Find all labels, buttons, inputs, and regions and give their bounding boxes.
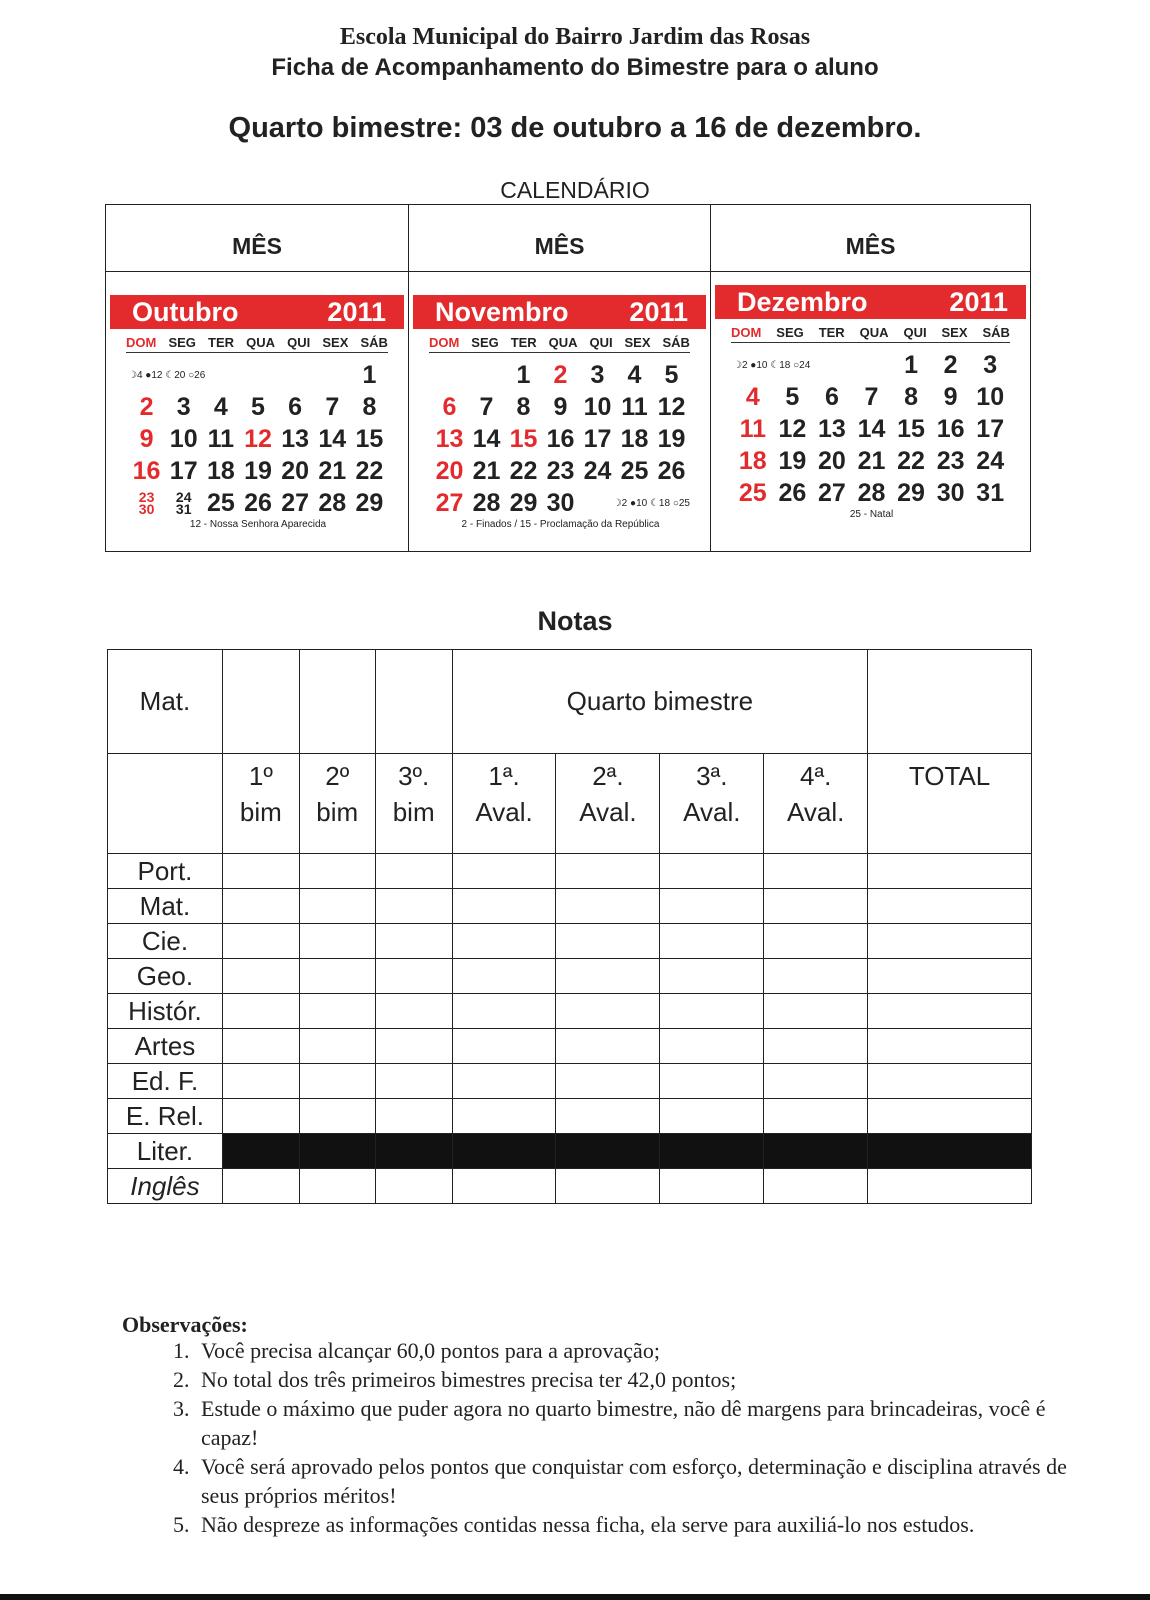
grade-cell[interactable] xyxy=(660,924,764,959)
calendar-day: 12 xyxy=(778,414,807,443)
column-header-line1: 3º. xyxy=(398,761,430,791)
grade-cell[interactable] xyxy=(375,650,452,754)
grade-cell[interactable] xyxy=(299,1029,375,1064)
calendar-day: 16 xyxy=(546,424,575,453)
grade-cell[interactable] xyxy=(660,1029,764,1064)
column-header-line1: 3ª. xyxy=(696,761,728,791)
observation-item: 1. Você precisa alcançar 60,0 pontos para a aprovação; xyxy=(195,1336,1075,1365)
observation-item: 5. Não despreze as informações contidas nessa ficha, ela serve para auxiliá-lo nos estudos. xyxy=(195,1510,1075,1539)
grade-cell[interactable] xyxy=(222,650,299,754)
grade-cell[interactable] xyxy=(222,1029,299,1064)
grade-cell[interactable] xyxy=(452,924,556,959)
grade-cell[interactable] xyxy=(868,959,1032,994)
weekday-header xyxy=(126,335,388,353)
blocked-cell xyxy=(375,1134,452,1169)
grade-cell[interactable] xyxy=(764,1099,868,1134)
calendar-day: 12 xyxy=(657,392,686,421)
calendar-day: 29 xyxy=(509,488,538,517)
grade-cell[interactable] xyxy=(375,889,452,924)
calendar-day-split: 24 31 xyxy=(175,489,192,517)
month-banner xyxy=(413,295,706,329)
calendar-day: 31 xyxy=(976,478,1005,507)
subject-label: E. Rel. xyxy=(108,1099,223,1134)
grade-cell[interactable] xyxy=(375,1029,452,1064)
calendar-day: 24 xyxy=(976,446,1005,475)
column-header-line2: Aval. xyxy=(683,797,741,827)
calendar-day: 14 xyxy=(857,414,886,443)
grade-cell[interactable] xyxy=(299,959,375,994)
grade-cell[interactable] xyxy=(764,959,868,994)
calendar-day: 18 xyxy=(620,424,649,453)
weekday-label: SEG xyxy=(776,325,804,340)
weekday-label: SÁB xyxy=(982,325,1010,340)
column-header-line2: bim xyxy=(316,797,359,827)
calendar-day: 6 xyxy=(824,382,839,411)
calendar-day: 20 xyxy=(818,446,846,475)
moon-phases: ☽2 ●10 ☾18 ○24 xyxy=(733,359,811,371)
column-header xyxy=(375,754,452,854)
grade-cell[interactable] xyxy=(764,1029,868,1064)
subject-label: Cie. xyxy=(108,924,223,959)
calendar-day: 3 xyxy=(590,360,605,389)
calendar-day: 15 xyxy=(509,424,538,453)
month-label: MÊS xyxy=(232,233,282,259)
moon-phases: ☽4 ●12 ☾20 ○26 xyxy=(128,369,206,381)
calendar-title: CALENDÁRIO xyxy=(500,177,650,203)
notas-title: Notas xyxy=(537,606,613,636)
calendar-day: 10 xyxy=(583,392,612,421)
calendar-day: 7 xyxy=(325,392,340,421)
column-header xyxy=(299,754,375,854)
calendar-day: 15 xyxy=(355,424,384,453)
grade-cell[interactable] xyxy=(299,1099,375,1134)
calendar-day: 5 xyxy=(251,392,265,421)
blocked-cell xyxy=(868,1134,1032,1169)
grade-cell[interactable] xyxy=(452,994,556,1029)
observation-item: 3. Estude o máximo que puder agora no quarto bimestre, não dê margens para brincadeiras, você é capaz! xyxy=(195,1394,1075,1452)
grade-cell[interactable] xyxy=(452,1029,556,1064)
calendar-day: 27 xyxy=(435,488,464,517)
grade-cell[interactable] xyxy=(764,1169,868,1204)
column-header-line2: Aval. xyxy=(579,797,637,827)
total-label: TOTAL xyxy=(908,761,991,791)
blocked-cell xyxy=(299,1134,375,1169)
calendar-day: 28 xyxy=(857,478,886,507)
calendar-day: 20 xyxy=(435,456,464,485)
weekday-header xyxy=(429,335,690,353)
calendar-day: 28 xyxy=(472,488,501,517)
weekday-label: SEX xyxy=(624,335,651,350)
calendar-day: 4 xyxy=(627,360,642,389)
grade-cell[interactable] xyxy=(556,1064,660,1099)
weekday-label: SEX xyxy=(322,335,349,350)
subject-label: Artes xyxy=(108,1029,223,1064)
grade-cell[interactable] xyxy=(452,1169,556,1204)
calendar-day: 1 xyxy=(904,350,919,379)
calendar-day: 8 xyxy=(362,392,377,421)
calendar-day: 20 xyxy=(281,456,310,485)
grade-cell[interactable] xyxy=(375,854,452,889)
calendar-day: 1 xyxy=(362,360,377,389)
grade-cell[interactable] xyxy=(375,1099,452,1134)
calendar-day: 6 xyxy=(442,392,457,421)
calendar-day: 19 xyxy=(657,424,686,453)
calendar-day: 24 xyxy=(583,456,612,485)
grade-cell[interactable] xyxy=(556,924,660,959)
grade-cell[interactable] xyxy=(299,854,375,889)
grade-cell[interactable] xyxy=(299,994,375,1029)
grade-cell[interactable] xyxy=(868,889,1032,924)
calendar-day: 13 xyxy=(435,424,464,453)
calendar-day: 18 xyxy=(738,446,767,475)
calendar-day: 2 xyxy=(553,360,568,389)
calendar-day: 25 xyxy=(206,488,235,517)
quarter-header: Quarto bimestre xyxy=(566,686,754,716)
grade-cell[interactable] xyxy=(375,924,452,959)
grade-cell[interactable] xyxy=(868,650,1032,754)
calendar-day: 22 xyxy=(509,456,538,485)
subject-label: Liter. xyxy=(108,1134,223,1169)
grade-cell[interactable] xyxy=(299,924,375,959)
grade-cell[interactable] xyxy=(222,854,299,889)
calendar-day: 6 xyxy=(288,392,303,421)
grade-cell[interactable] xyxy=(556,1169,660,1204)
grade-cell[interactable] xyxy=(222,1064,299,1099)
grade-cell[interactable] xyxy=(299,650,375,754)
grade-cell[interactable] xyxy=(764,924,868,959)
calendar-day: 21 xyxy=(857,446,886,475)
grade-cell[interactable] xyxy=(452,959,556,994)
mat-header: Mat. xyxy=(139,686,191,716)
grade-cell[interactable] xyxy=(222,1169,299,1204)
calendar-day: 8 xyxy=(516,392,531,421)
calendar-day: 9 xyxy=(553,392,568,421)
column-header-line1: 1º xyxy=(248,761,273,791)
subject-label: Geo. xyxy=(108,959,223,994)
blocked-cell xyxy=(556,1134,660,1169)
weekday-label: SEG xyxy=(471,335,499,350)
calendar-day: 25 xyxy=(738,478,767,507)
subject-label: Histór. xyxy=(108,994,223,1029)
weekday-label: SÁB xyxy=(360,335,388,350)
grade-cell[interactable] xyxy=(660,1099,764,1134)
grade-cell[interactable] xyxy=(452,854,556,889)
column-header-line1: 4ª. xyxy=(800,761,832,791)
weekday-label: QUA xyxy=(246,335,276,350)
calendar-day: 2 xyxy=(943,350,958,379)
grade-cell[interactable] xyxy=(868,994,1032,1029)
grade-cell[interactable] xyxy=(222,889,299,924)
weekday-label: DOM xyxy=(429,335,460,350)
grade-cell[interactable] xyxy=(556,854,660,889)
weekday-label: SEG xyxy=(168,335,196,350)
weekday-label: TER xyxy=(510,335,537,350)
month-banner xyxy=(715,285,1026,319)
calendar-day: 21 xyxy=(472,456,501,485)
grade-cell[interactable] xyxy=(660,889,764,924)
observation-item: 4. Você será aprovado pelos pontos que conquistar com esforço, determinação e disciplina através de seus próprios méritos! xyxy=(195,1452,1075,1510)
period-heading: Quarto bimestre: 03 de outubro a 16 de dezembro. xyxy=(228,112,922,144)
grade-cell[interactable] xyxy=(868,854,1032,889)
grade-cell[interactable] xyxy=(660,854,764,889)
weekday-label: TER xyxy=(818,325,845,340)
observations-list xyxy=(150,1336,1075,1539)
grade-cell[interactable] xyxy=(222,924,299,959)
calendar-day: 7 xyxy=(479,392,494,421)
grade-cell[interactable] xyxy=(299,889,375,924)
blocked-cell xyxy=(764,1134,868,1169)
month-banner xyxy=(110,295,404,329)
column-header xyxy=(764,754,868,854)
calendar-day: 14 xyxy=(472,424,501,453)
grade-cell[interactable] xyxy=(556,994,660,1029)
grade-cell[interactable] xyxy=(556,1099,660,1134)
grade-cell[interactable] xyxy=(764,1064,868,1099)
grade-cell[interactable] xyxy=(868,1099,1032,1134)
calendar-day: 16 xyxy=(936,414,965,443)
weekday-header xyxy=(731,325,1010,343)
blocked-cell xyxy=(660,1134,764,1169)
subject-label: Port. xyxy=(108,854,223,889)
grade-cell[interactable] xyxy=(299,1169,375,1204)
calendar-day: 17 xyxy=(583,424,612,453)
calendar-day: 17 xyxy=(169,456,198,485)
calendar-day: 13 xyxy=(281,424,310,453)
column-header-line1: 2º xyxy=(325,761,350,791)
calendar-day: 29 xyxy=(355,488,384,517)
column-header-line2: Aval. xyxy=(475,797,533,827)
grade-cell[interactable] xyxy=(452,1099,556,1134)
calendar-day: 23 xyxy=(936,446,965,475)
calendar-grid xyxy=(105,204,1031,552)
calendar-day: 9 xyxy=(139,424,154,453)
grade-cell[interactable] xyxy=(222,1099,299,1134)
grade-cell[interactable] xyxy=(452,889,556,924)
calendar-day: 26 xyxy=(244,488,272,517)
blank-header-cell xyxy=(108,754,223,854)
month-name: Novembro xyxy=(435,296,569,327)
grade-cell[interactable] xyxy=(764,889,868,924)
calendar-day: 30 xyxy=(936,478,965,507)
calendar-day: 10 xyxy=(169,424,198,453)
calendar-day: 16 xyxy=(132,456,161,485)
grade-cell[interactable] xyxy=(868,1064,1032,1099)
weekday-label: SÁB xyxy=(662,335,690,350)
grade-cell[interactable] xyxy=(868,1169,1032,1204)
calendar-day: 13 xyxy=(818,414,846,443)
calendar-day: 27 xyxy=(818,478,846,507)
observation-item: 2. No total dos três primeiros bimestres precisa ter 42,0 pontos; xyxy=(195,1365,1075,1394)
month-label: MÊS xyxy=(534,233,585,259)
column-header-line1: 2ª. xyxy=(592,761,624,791)
grade-cell[interactable] xyxy=(660,959,764,994)
calendar-day: 26 xyxy=(778,478,807,507)
calendar-day: 9 xyxy=(943,382,958,411)
month-name: Outubro xyxy=(132,296,239,327)
weekday-label: DOM xyxy=(126,335,157,350)
grade-cell[interactable] xyxy=(660,994,764,1029)
grade-cell[interactable] xyxy=(868,924,1032,959)
month-year: 2011 xyxy=(949,286,1008,317)
column-header-line2: Aval. xyxy=(787,797,845,827)
grade-cell[interactable] xyxy=(556,889,660,924)
column-header xyxy=(222,754,299,854)
calendar-day: 28 xyxy=(318,488,347,517)
blocked-cell xyxy=(222,1134,299,1169)
weekday-label: TER xyxy=(208,335,235,350)
quarter-header-cell xyxy=(452,650,868,754)
grade-cell[interactable] xyxy=(660,1169,764,1204)
column-header-line1: 1ª. xyxy=(488,761,520,791)
grade-cell[interactable] xyxy=(556,1029,660,1064)
subject-label: Mat. xyxy=(108,889,223,924)
calendar-day: 15 xyxy=(897,414,925,443)
column-header xyxy=(452,754,556,854)
grade-cell[interactable] xyxy=(222,959,299,994)
subject-label: Inglês xyxy=(108,1169,223,1204)
month-column-november xyxy=(408,205,710,551)
calendar-day: 10 xyxy=(976,382,1005,411)
grade-cell[interactable] xyxy=(375,959,452,994)
holiday-note: 12 - Nossa Senhora Aparecida xyxy=(189,519,327,530)
grade-cell[interactable] xyxy=(375,1064,452,1099)
calendar-day: 22 xyxy=(897,446,925,475)
grade-cell[interactable] xyxy=(868,1029,1032,1064)
column-header xyxy=(556,754,660,854)
calendar-day: 22 xyxy=(355,456,384,485)
column-header-line2: bim xyxy=(392,797,435,827)
holiday-note: 2 - Finados / 15 - Proclamação da República xyxy=(461,519,660,530)
weekday-label: QUI xyxy=(287,335,311,350)
column-header-line2: bim xyxy=(239,797,282,827)
grades-table xyxy=(107,649,1032,1204)
calendar-day: 7 xyxy=(864,382,879,411)
observations-title: Observações: xyxy=(122,1312,248,1337)
column-header xyxy=(660,754,764,854)
subject-label: Ed. F. xyxy=(108,1064,223,1099)
calendar-day: 11 xyxy=(207,424,235,453)
month-column-october xyxy=(106,205,408,551)
calendar-day: 26 xyxy=(657,456,686,485)
calendar-day: 8 xyxy=(904,382,919,411)
calendar-day: 12 xyxy=(244,424,272,453)
holiday-note: 25 - Natal xyxy=(849,509,894,520)
grade-cell[interactable] xyxy=(556,959,660,994)
calendar-day: 4 xyxy=(745,382,760,411)
calendar-day: 27 xyxy=(281,488,310,517)
calendar-day: 4 xyxy=(213,392,228,421)
calendar-day: 11 xyxy=(739,414,766,443)
grade-cell[interactable] xyxy=(299,1064,375,1099)
calendar-day: 14 xyxy=(318,424,347,453)
calendar-day: 5 xyxy=(785,382,800,411)
calendar-day: 5 xyxy=(664,360,679,389)
month-name: Dezembro xyxy=(737,286,868,317)
calendar-day: 19 xyxy=(244,456,272,485)
calendar-day: 17 xyxy=(976,414,1005,443)
grade-cell[interactable] xyxy=(375,994,452,1029)
mat-header-cell xyxy=(108,650,223,754)
grade-cell[interactable] xyxy=(452,1064,556,1099)
grade-cell[interactable] xyxy=(222,994,299,1029)
month-column-december xyxy=(710,205,1030,551)
grade-cell[interactable] xyxy=(375,1169,452,1204)
grade-cell[interactable] xyxy=(764,994,868,1029)
calendar-day: 18 xyxy=(206,456,235,485)
month-label: MÊS xyxy=(845,233,896,259)
bottom-border xyxy=(0,1594,1150,1600)
blocked-cell xyxy=(452,1134,556,1169)
calendar-day: 3 xyxy=(176,392,191,421)
calendar-day: 23 xyxy=(546,456,575,485)
month-year: 2011 xyxy=(629,296,688,327)
calendar-day: 1 xyxy=(516,360,531,389)
calendar-day: 19 xyxy=(778,446,807,475)
weekday-label: QUA xyxy=(548,335,578,350)
grade-cell[interactable] xyxy=(764,854,868,889)
calendar-day: 21 xyxy=(318,456,347,485)
school-name: Escola Municipal do Bairro Jardim das Rosas xyxy=(339,24,811,50)
grade-cell[interactable] xyxy=(660,1064,764,1099)
calendar-day: 30 xyxy=(546,488,575,517)
calendar-day: 25 xyxy=(620,456,649,485)
weekday-label: QUI xyxy=(903,325,927,340)
month-year: 2011 xyxy=(327,296,386,327)
calendar-day: 2 xyxy=(139,392,154,421)
form-title: Ficha de Acompanhamento do Bimestre para o aluno xyxy=(271,54,879,81)
total-header xyxy=(868,754,1032,854)
calendar-day-split: 23 30 xyxy=(138,489,155,517)
calendar-day: 3 xyxy=(983,350,998,379)
weekday-label: QUI xyxy=(589,335,613,350)
moon-phases: ☽2 ●10 ☾18 ○25 xyxy=(612,497,690,509)
weekday-label: DOM xyxy=(731,325,762,340)
calendar-day: 29 xyxy=(897,478,925,507)
calendar-day: 11 xyxy=(621,392,648,421)
weekday-label: QUA xyxy=(859,325,889,340)
weekday-label: SEX xyxy=(941,325,968,340)
